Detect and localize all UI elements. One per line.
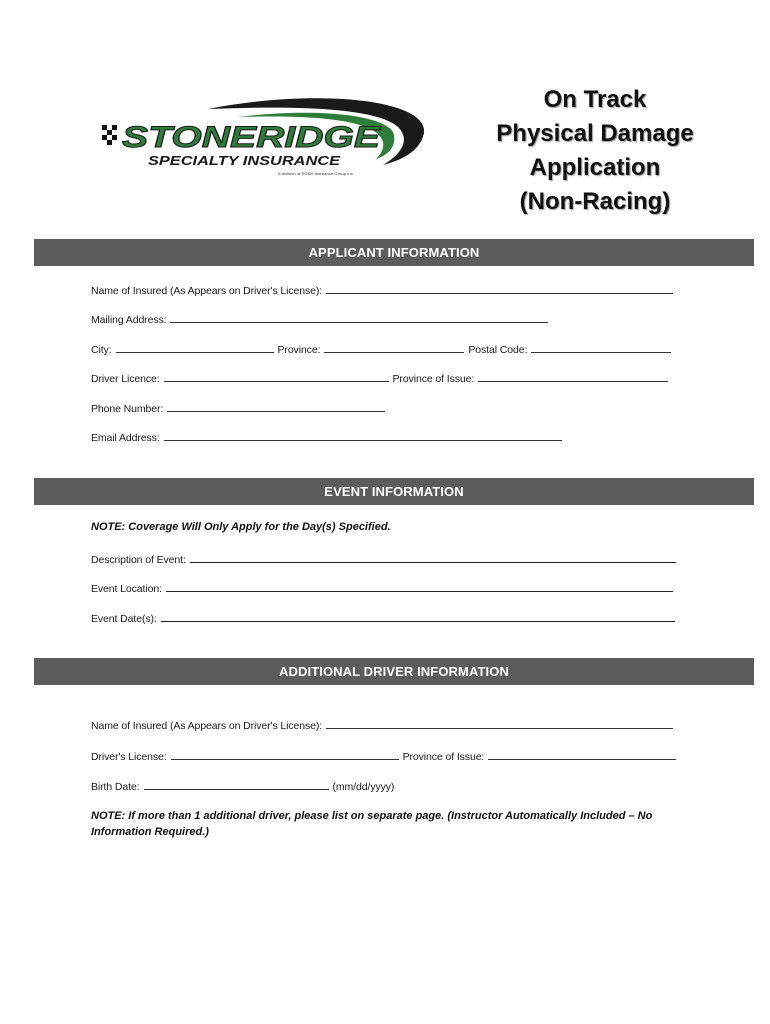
additional-name-field[interactable] (326, 718, 673, 729)
phone-number-label: Phone Number: (91, 403, 164, 415)
email-address-label: Email Address: (91, 432, 160, 444)
event-dates-row (91, 611, 675, 625)
logo-brand-text: STONERIDGE (122, 121, 382, 154)
mailing-address-label: Mailing Address: (91, 314, 167, 326)
logo-flag-icon (102, 125, 117, 145)
additional-province-issue-label: Province of Issue: (402, 751, 485, 763)
birth-date-label: Birth Date: (91, 781, 140, 793)
city-field[interactable] (116, 342, 274, 353)
event-location-label: Event Location: (91, 583, 162, 595)
birth-date-field[interactable] (144, 779, 329, 790)
document-title (470, 83, 720, 219)
province-field[interactable] (324, 342, 464, 353)
logo-subtitle-text: SPECIALTY INSURANCE (148, 153, 341, 168)
event-description-field[interactable] (190, 552, 676, 563)
driver-licence-label: Driver Licence: (91, 373, 160, 385)
province-label: Province: (277, 344, 321, 356)
additional-driver-section-header: ADDITIONAL DRIVER INFORMATION (34, 658, 754, 685)
applicant-city-row (91, 342, 671, 356)
additional-license-field[interactable] (171, 749, 399, 760)
event-location-field[interactable] (166, 581, 673, 592)
province-of-issue-label: Province of Issue: (392, 373, 475, 385)
province-of-issue-field[interactable] (478, 371, 668, 382)
event-coverage-note: NOTE: Coverage Will Only Apply for the Day(s) Specified. (91, 521, 391, 533)
applicant-name-row (91, 283, 673, 297)
event-dates-label: Event Date(s): (91, 613, 157, 625)
event-location-row (91, 581, 673, 595)
title-line-4: (Non-Racing) (519, 188, 671, 215)
title-line-2: Physical Damage (496, 120, 694, 147)
applicant-section-header: APPLICANT INFORMATION (34, 239, 754, 266)
postal-code-field[interactable] (531, 342, 671, 353)
driver-licence-field[interactable] (164, 371, 389, 382)
applicant-licence-row (91, 371, 668, 385)
additional-driver-note-line-1: NOTE: If more than 1 additional driver, please list on separate page. (Instructor Automatically Included – No (91, 810, 653, 822)
postal-code-label: Postal Code: (468, 344, 528, 356)
applicant-name-label: Name of Insured (As Appears on Driver's License): (91, 285, 323, 297)
additional-province-issue-field[interactable] (488, 749, 676, 760)
event-description-row (91, 552, 676, 566)
additional-name-row (91, 718, 673, 732)
additional-license-label: Driver's License: (91, 751, 167, 763)
additional-name-label: Name of Insured (As Appears on Driver's License): (91, 720, 323, 732)
phone-number-field[interactable] (167, 401, 385, 412)
additional-driver-note-line-2: Information Required.) (91, 826, 209, 838)
logo-tagline-text: A division of SGBH Insurance Group Inc. (278, 171, 354, 176)
mailing-address-field[interactable] (170, 312, 548, 323)
city-label: City: (91, 344, 112, 356)
event-description-label: Description of Event: (91, 554, 186, 566)
additional-birth-row (91, 779, 394, 793)
applicant-phone-row (91, 401, 385, 415)
birth-date-format: (mm/dd/yyyy) (332, 781, 395, 793)
applicant-name-field[interactable] (326, 283, 673, 294)
additional-license-row (91, 749, 676, 763)
title-line-1: On Track (543, 86, 647, 113)
email-address-field[interactable] (164, 430, 562, 441)
applicant-address-row (91, 312, 548, 326)
applicant-email-row (91, 430, 562, 444)
stoneridge-logo (98, 95, 428, 185)
event-section-header: EVENT INFORMATION (34, 478, 754, 505)
event-dates-field[interactable] (161, 611, 675, 622)
title-line-3: Application (529, 154, 661, 181)
